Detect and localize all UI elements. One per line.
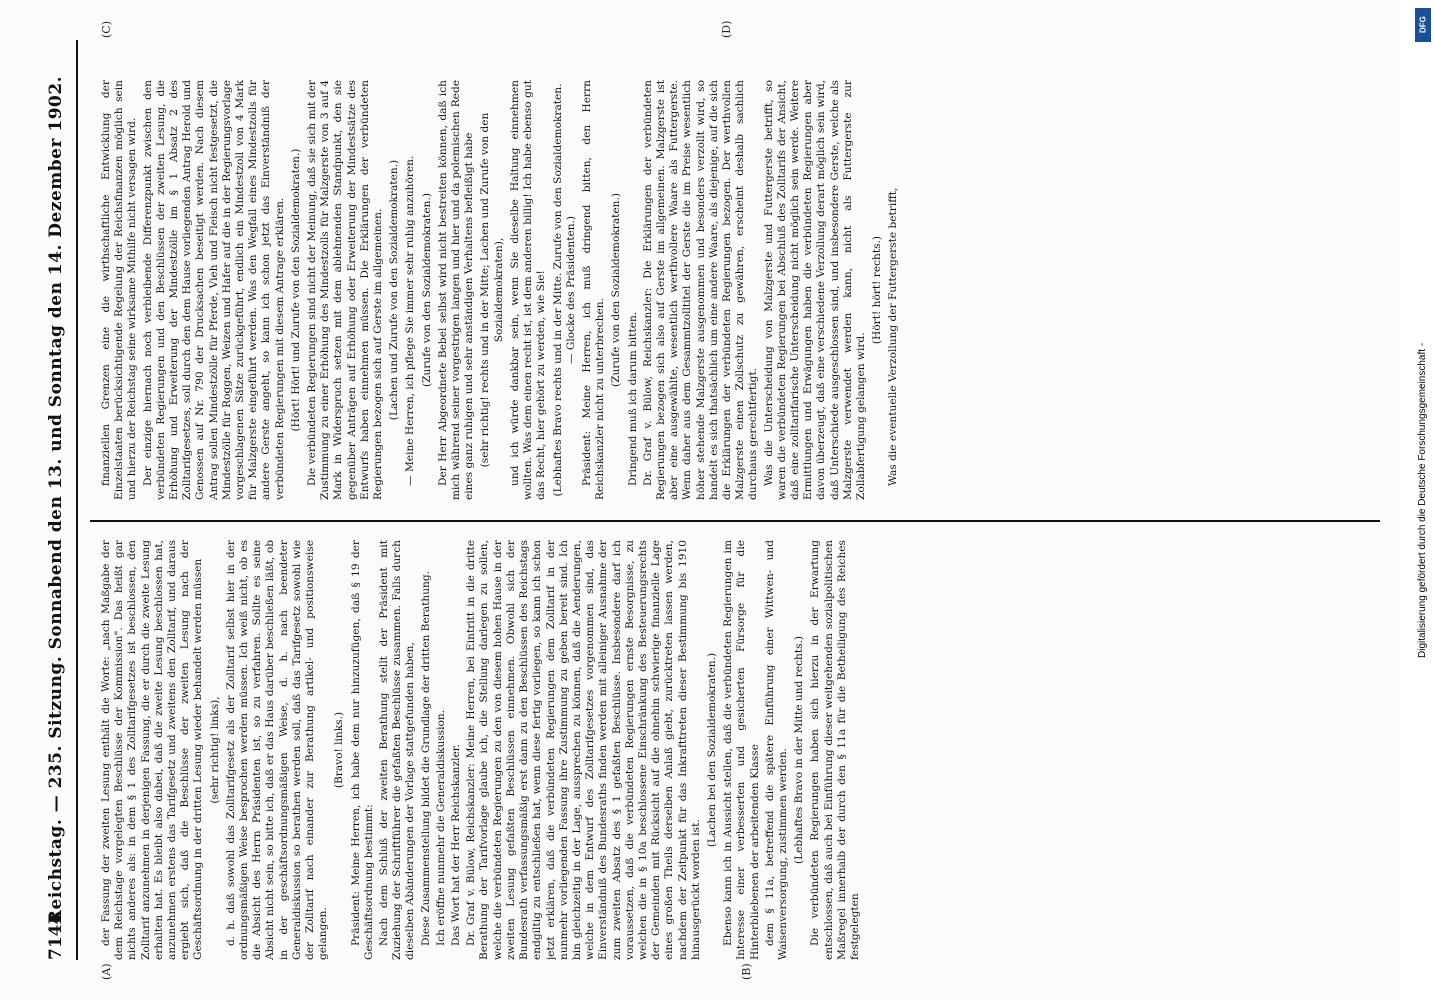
interjection: (sehr richtig! links), [208, 696, 221, 804]
paragraph: Der einzige hiernach noch verbleibende Differenzpunkt zwischen den verbündeten Regierungen und den Beschlüssen der zweiten Lesung, die Erhöhung und Erweiterung der Mindestzölle im § 1 Absatz 2 des Zolltarifgesetzes, soll durch den dem Hause vorliegenden Antrag Herold und Genossen auf Nr. 790 der Drucksachen beseitigt werden. Nach diesem Antrag sollen Mindestzölle für Pferde, Vieh und Fleisch nicht festgesetzt, die Mindestzölle für Roggen, Weizen und Hafer auf die in der Regierungsvorlage vorgeschlagenen Sätze zurückgeführt, endlich ein Mindestzoll von 4 Mark für Malzgerste eingeführt werden. Was den Wegfall eines Mindestzolls für andere Gerste angeht, so kann ich schon jetzt das Einverständniß der verbündeten Regierungen mit diesem Antrage erklären. [141, 80, 286, 500]
interjection: (Bravo! links.) [333, 711, 346, 789]
paragraph: Ebenso kann ich in Aussicht stellen, daß die verbündeten Regierungen im Interesse einer verbesserten und gesicherten Fürsorge für die Hinterbliebenen der arbeitenden Klasse [722, 540, 761, 960]
paragraph: Dringend muß ich darum bitten. [626, 311, 639, 486]
interjection: (Hört! hört! rechts.) [871, 235, 884, 345]
quoted-rule: Diese Zusammenstellung bildet die Grundlage der dritten Berathung. [419, 571, 432, 946]
margin-marker-d: (D) [720, 20, 733, 38]
paragraph: Was die eventuelle Verzollung der Futtergerste betrifft, [887, 187, 900, 486]
right-text-column [100, 80, 1380, 500]
interjection: (sehr richtig! rechts und in der Mitte; Lachen und Zurufe von den Sozialdemokraten), [479, 112, 505, 468]
column-divider [90, 520, 1380, 522]
page-title: Reichstag. — 235. Sitzung. Sonnabend den 13. und Sonntag den 14. Dezember 1902. [46, 75, 66, 925]
page-number: 7144 [46, 912, 66, 960]
page-header [40, 40, 78, 960]
left-text-column [100, 540, 1380, 960]
paragraph: der Fassung der zweiten Lesung enthält die Worte: „nach Maßgabe der dem Reichstage vorgelegten Beschlüsse der Kommission". Das heißt gar nichts anderes als: in dem § 1 des Zolltarifgesetzes ist beschlossen, den Zolltarif anzunehmen in derjenigen Fassung, die er durch die zweite Lesung erhalten hat. Es bleibt also dabei, daß die zweite Lesung beschlossen hat, anzunehmen erstens das Tarifgesetz und zweitens den Zolltarif, und daraus ergiebt sich, daß die Beschlüsse der zweiten Lesung nach der Geschäftsordnung in der dritten Lesung wieder behandelt werden müssen [100, 540, 205, 960]
quoted-rule: Nach dem Schluß der zweiten Berathung stellt der Präsident mit Zuziehung der Schriftführer die gefaßten Beschlüsse zusammen. Falls durch dieselben Abänderungen der Vorlage stattgefunden haben, [378, 540, 417, 960]
interjection: (Zurufe von den Sozialdemokraten.) [420, 193, 433, 387]
paragraph: Der Herr Abgeordnete Bebel selbst wird nicht bestreiten können, daß ich mich während seiner vorgestrigen langen und hier und da polemischen Rede eines ganz ruhigen und sehr anständigen Verhaltens befleißigt habe [436, 80, 476, 500]
speaker-paragraph: Dr. Graf v. Bülow, Reichskanzler: Die Erklärungen der verbündeten Regierungen bezogen sich also auf Gerste im allgemeinen. Malzgerste ist aber eine ausgewählte, wesentlich werthvollere Waare als Futtergerste. Wenn daher aus dem Gesammtzolltitel der Gerste die im Preise wesentlich höher stehende Malzgerste ausgenommen und besonders verzollt wird, so handelt es sich thatsächlich um eine andere Waare, als diejenige, auf die sich die Erklärungen der verbündeten Regierungen bezogen. Der werthvollen Malzgerste einen Zollschutz zu gewähren, erscheint deshalb sachlich durchaus gerechtfertigt. [641, 80, 760, 500]
paragraph: Die verbündeten Regierungen haben sich hierzu in der Erwartung entschlossen, daß auch bei Einführung dieser weitgehenden sozialpolitischen Maßregel innerhalb der durch den § 11a für die Betheiligung des Reiches festgelegten [809, 540, 861, 960]
margin-marker-b: (B) [740, 963, 753, 980]
interjection: (Lachen bei den Sozialdemokraten.) [705, 652, 718, 848]
margin-marker-a: (A) [100, 963, 113, 980]
paragraph: finanziellen Grenzen eine die wirthschaftliche Entwicklung der Einzelstaaten berücksichtigende Regelung der Reichsfinanzen möglich sein und hierzu der Reichstag seine wirksame Mithilfe nicht versagen wird. [100, 80, 139, 500]
margin-marker-c: (C) [100, 21, 113, 38]
paragraph: Das Wort hat der Herr Reichskanzler. [450, 744, 463, 946]
interjection: (Lachen und Zurufe von den Sozialdemokraten.) [388, 159, 401, 421]
interjection: (Lebhaftes Bravo in der Mitte und rechts.) [793, 635, 806, 865]
paragraph: d. h. daß sowohl das Zolltarifgesetz als der Zolltarif selbst hier in der ordnungsmäßigen Weise besprochen werden müssen. Ich weiß nicht, ob es die Absicht des Herrn Präsidenten ist, so zu verfahren. Sollte es seine Absicht nicht sein, so bitte ich, daß er das Haus darüber beschließen läßt, ob in der geschäftsordnungsmäßigen Weise, d. h. nach beendeter Generaldiskussion so berathen werden soll, daß das Tarifgesetz sowohl wie der Zolltarif nach einander zur Berathung artikel- und positionsweise gelangen. [224, 540, 330, 960]
interjection: (Hört! Hört! und Zurufe von den Sozialdemokraten.) [289, 148, 302, 432]
speaker-paragraph: Präsident: Meine Herren, ich habe dem nur hinzuzufügen, daß § 19 der Geschäftsordnung bestimmt: [349, 540, 375, 960]
paragraph: Ich eröffne nunmehr die Generaldiskussion. [434, 709, 447, 946]
dfg-logo: DFG [1415, 8, 1431, 42]
speaker-paragraph: Dr. Graf v. Bülow, Reichskanzler: Meine Herren, bei Eintritt in die dritte Berathung der Tarifvorlage glaube ich, die Stellung darlegen zu sollen, welche die verbündeten Regierungen zu den von diesem hohen Hause in der zweiten Lesung gefaßten Beschlüssen einnehmen. Obwohl sich der Bundesrath verfassungsmäßig erst dann zu den Beschlüssen des Reichstags endgiltig zu entschließen hat, wenn diese fertig vorliegen, so kann ich schon jetzt erklären, daß die verbündeten Regierungen dem Zolltarif in der nunmehr vorliegenden Fassung ihre Zustimmung zu geben bereit sind. Ich bin gleichzeitig in der Lage, aussprechen zu können, daß die Aenderungen, welche in dem Entwurf des Zolltarifgesetzes vorgenommen sind, das Einverständniß des Bundesraths finden werden mit alleiniger Ausnahme der zum zweiten Absatz des § 1 gefaßten Beschlüsse. Insbesondere darf ich voraussetzen, daß die verbündeten Regierungen ernste Besorgnisse, zu welchen die in § 10a beschlossene Einschränkung des Besteuerungsrechts der Gemeinden mit Rücksicht auf die ohnehin schwierige finanzielle Lage eines großen Theils derselben Anlaß giebt, zurücktreten lassen werden, nachdem der Zeitpunkt für das Inkrafttreten dieser Bestimmung bis 1910 hinausgerückt worden ist. [465, 540, 702, 960]
paragraph: Die verbündeten Regierungen sind nicht der Meinung, daß sie sich mit der Zustimmung zu einer Erhöhung des Mindestzolls für Malzgerste von 3 auf 4 Mark in Widerspruch setzen mit dem ablehnenden Standpunkt, den sie gegenüber Anträgen auf Erhöhung oder Erweiterung der Mindestsätze des Entwurfs haben einnehmen müssen. Die Erklärungen der verbündeten Regierungen bezogen sich auf Gerste im allgemeinen. [306, 80, 385, 500]
digitization-credit: Digitalisierung gefördert durch die Deutsche Forschungsgemeinschaft - [1417, 342, 1428, 658]
interjection: (Lebhaftes Bravo rechts und in der Mitte. Zurufe von den Sozialdemokraten. — Glocke des Präsidenten.) [551, 83, 577, 497]
paragraph: und ich würde dankbar sein, wenn Sie dieselbe Haltung einnehmen wollten. Was dem einen recht ist, ist dem anderen billig! Ich habe ebenso gut das Recht, hier gehört zu werden, wie Sie! [508, 80, 548, 500]
interjection: (Zurufe von den Sozialdemokraten.) [610, 193, 623, 387]
paragraph: — Meine Herren, ich pflege Sie immer sehr ruhig anzuhören. [404, 155, 417, 486]
paragraph: Was die Unterscheidung von Malzgerste und Futtergerste betrifft, so waren die verbündeten Regierungen bei Abschluß des Zolltarifs der Ansicht, daß eine zolltarifarische Unterscheidung nicht möglich sein werde. Weitere Ermittlungen und Erwägungen haben die verbündeten Regierungen aber davon überzeugt, daß eine verschiedene Verzollung derart möglich sein wird, daß Unterschiede ausgeschlossen sind, und insbesondere Gerste, welche als Malzgerste verwendet werden kann, nicht als Futtergerste zur Zollabfertigung gelangen wird. [762, 80, 867, 500]
paragraph: dem § 11a, betreffend die spätere Einführung einer Wittwen- und Waisenversorgung, zustimmen werden. [763, 540, 789, 960]
speaker-paragraph: Präsident: Meine Herren, ich muß dringend bitten, den Herrn Reichskanzler nicht zu unterbrechen. [580, 80, 607, 500]
